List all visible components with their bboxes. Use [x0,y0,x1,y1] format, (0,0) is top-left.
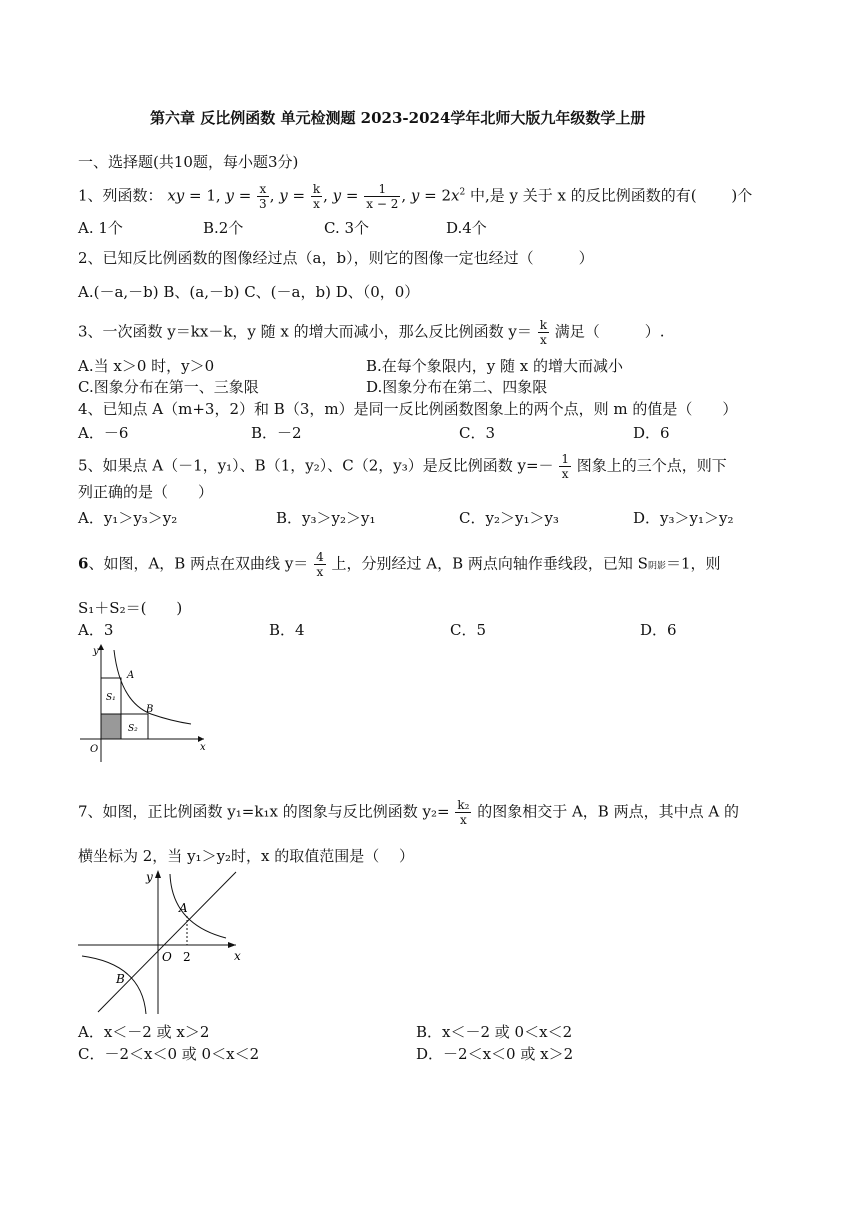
q1-option-b: B.2个 [203,219,244,237]
q4-option-d: D．6 [633,424,670,442]
q6-y-arrow-icon [98,644,104,650]
section-heading: 一、选择题(共10题，每小题3分) [78,153,299,171]
q7-x-arrow-icon [228,942,236,948]
q6-stem-continued: S₁＋S₂＝( ) [78,599,183,617]
q6-label-s2: S₂ [128,724,138,734]
q6-option-c: C．5 [450,621,487,639]
question-2-stem: 2、已知反比例函数的图像经过点（a，b），则它的图像一定也经过（ ） [78,249,594,267]
q6-figure [76,642,216,770]
q1-option-d: D.4个 [446,219,487,237]
q1-prefix: 1、列函数： [78,186,163,205]
q5-option-b: B．y₃＞y₂＞y₁ [276,509,376,527]
q5-stem-continued: 列正确的是（ ） [78,483,214,501]
q3-frac: $\frac{k}{x}$ [539,318,547,347]
q7-option-a: A．x＜－2 或 x＞2 [78,1023,210,1041]
q6-label-x: x [200,742,206,753]
question-1-stem: 1、列函数： xy = 1, y = $\frac{x}{3}$ , y = $\frac{k}{x}$ , y = $\frac{1}{x - 2}$ , $y = 2x^2$ 中,是 y 关于 x 的反比例函数的有( )个 [78,182,753,211]
q7-frac: $\frac{\text{k₂}}{x}$ [457,798,470,827]
q7-figure [76,866,251,1016]
page-title: 第六章 反比例函数 单元检测题 2023-2024学年北师大版九年级数学上册 [150,109,646,127]
q1-frac-3: $\frac{1}{x - 2}$ [366,182,399,211]
q6-label-o: O [90,744,99,755]
q7-hyperbola-branch-2 [82,956,146,1014]
q7-stem-continued: 横坐标为 2，当 y₁＞y₂时，x 的取值范围是（ ） [78,847,415,865]
q5-option-a: A．y₁＞y₃＞y₂ [78,509,178,527]
q6-frac: $\frac{4}{x}$ [316,550,324,579]
q1-frac-2: $\frac{k}{x}$ [312,182,321,211]
q6-option-b: B．4 [269,621,305,639]
q1-option-c: C. 3个 [324,219,370,237]
question-6-stem: 6、如图，A，B 两点在双曲线 y＝ $\frac{4}{x}$ 上，分别经过 A，B 两点向轴作垂线段，已知 S阴影＝1，则 [78,550,721,579]
q1-option-a: A. 1个 [78,219,123,237]
q6-option-d: D．6 [640,621,677,639]
q6-option-a: A．3 [78,621,114,639]
q1-tail: 中,是 y 关于 x 的反比例函数的有( )个 [470,186,753,205]
q7-option-c: C．－2＜x＜0 或 0＜x＜2 [78,1045,260,1063]
q6-label-y: y [93,646,99,657]
question-4-stem: 4、已知点 A（m+3，2）和 B（3，m）是同一反比例函数图象上的两个点，则 m 的值是（ ） [78,400,738,418]
q3-option-a: A.当 x＞0 时，y＞0 [78,357,215,375]
q5-frac: $\frac{1}{x}$ [561,452,569,481]
q6-shade-subscript: 阴影 [647,561,666,572]
q7-label-2: 2 [183,950,191,964]
q7-option-d: D．－2＜x＜0 或 x＞2 [416,1045,574,1063]
q6-label-a: A [127,670,135,681]
q6-shaded-rect [101,714,121,739]
q7-option-b: B．x＜－2 或 0＜x＜2 [416,1023,573,1041]
q7-label-x: x [234,949,241,963]
q7-line-y1 [98,872,236,1012]
q6-label-b: B [146,704,154,715]
q3-option-d: D.图象分布在第二、四象限 [366,378,548,396]
q7-y-arrow-icon [155,870,161,878]
q4-option-b: B．－2 [251,424,302,442]
q2-options: A.(－a,－b) B、(a,－b) C、(－a，b) D、（0，0） [78,283,420,301]
q3-option-b: B.在每个象限内，y 随 x 的增大而减小 [366,357,624,375]
q4-option-c: C．3 [459,424,496,442]
q7-label-a: A [179,901,188,915]
q7-label-y: y [146,870,153,884]
question-5-stem: 5、如果点 A（－1，y₁）、B（1，y₂）、C（2，y₃）是反比例函数 y=－ $\frac{1}{x}$ 图象上的三个点，则下 [78,452,727,481]
q7-label-o: O [162,950,172,964]
q4-option-a: A．－6 [78,424,129,442]
q5-option-d: D．y₃＞y₁＞y₂ [633,509,734,527]
q5-option-c: C．y₂＞y₁＞y₃ [459,509,559,527]
q3-option-c: C.图象分布在第一、三象限 [78,378,259,396]
question-7-stem: 7、如图，正比例函数 y₁=k₁x 的图象与反比例函数 y₂= $\frac{\text{k₂}}{x}$ 的图象相交于 A，B 两点，其中点 A 的 [78,798,739,827]
question-3-stem: 3、一次函数 y＝kx－k，y 随 x 的增大而减小，那么反比例函数 y＝ $\frac{k}{x}$ 满足（ ）. [78,318,665,347]
q7-label-b: B [116,972,125,986]
q6-label-s1: S₁ [106,693,116,703]
q1-frac-1: $\frac{x}{3}$ [259,182,267,211]
